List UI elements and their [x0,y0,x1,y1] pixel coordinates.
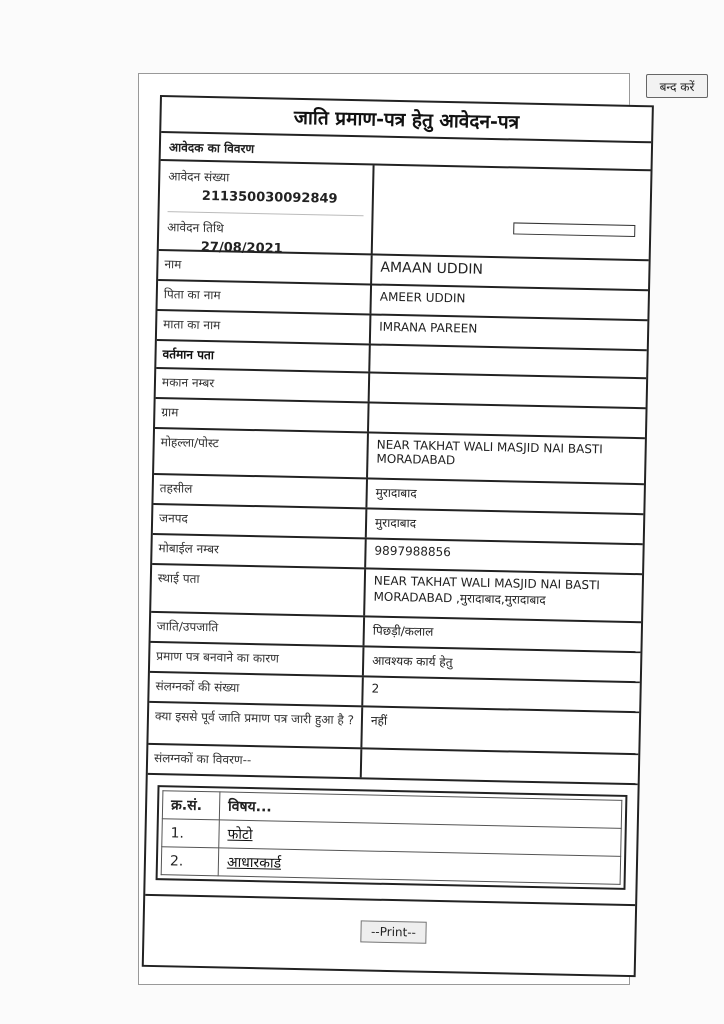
application-details [159,161,375,257]
photo-placeholder [513,222,635,237]
row-label: संलग्नकों का विवरण-- [148,745,363,777]
application-form [142,95,654,977]
close-button[interactable]: बन्द करें [646,74,708,98]
permanent-address: NEAR TAKHAT WALI MASJID NAI BASTI MORADABAD ,मुरादाबाद,मुरादाबाद [373,573,601,608]
subject-header: विषय... [219,792,621,828]
serial-header: क्र.सं. [162,791,220,820]
district: मुरादाबाद [374,515,417,531]
photo-area [373,166,651,260]
current-address-header: वर्तमान पता [156,341,370,371]
attachment-count: 2 [371,681,380,696]
father-name: AMEER UDDIN [379,289,466,306]
application-date: 27/08/2021 [200,239,283,257]
row-label: प्रमाण पत्र बनवाने का कारण [150,643,365,675]
row-value [370,345,646,377]
row-label: नाम [158,251,373,283]
application-info-block [159,161,651,261]
caste: पिछड़ी/कलाल [372,623,434,639]
attachments-table [161,790,623,885]
previous-certificate: नहीं [370,713,388,728]
mobile-number: 9897988856 [374,543,451,560]
attachment-link[interactable]: आधारकार्ड [218,848,620,884]
row-label: तहसील [153,475,368,507]
house-number [370,373,647,407]
attachment-link[interactable]: फोटो [219,820,621,856]
locality: NEAR TAKHAT WALI MASJID NAI BASTI MORADABAD [376,437,603,468]
application-number-label: आवेदन संख्या [168,169,230,185]
tehsil: मुरादाबाद [375,485,417,501]
serial-number: 1. [162,819,220,848]
row-label: स्थाई पता [151,565,366,615]
row-label: जाति/उपजाति [151,613,366,645]
row-label: माता का नाम [157,311,372,343]
application-date-label: आवेदन तिथि [167,220,224,236]
row-label: संलग्नकों की संख्या [149,673,364,705]
serial-number: 2. [161,847,219,876]
print-area [144,894,635,966]
applicant-name: AMAAN UDDIN [380,259,484,278]
application-number: 211350030092849 [201,188,338,207]
row-label: मोहल्ला/पोस्ट [154,429,369,477]
reason: आवश्यक कार्य हेतु [372,653,453,670]
row-label: जनपद [153,505,368,537]
village [369,403,646,437]
row-label: पिता का नाम [158,281,373,313]
row-label: मकान नम्बर [156,369,371,401]
mother-name: IMRANA PAREEN [379,319,478,336]
attachments-box [156,785,628,890]
print-button[interactable]: --Print-- [360,920,426,943]
row-label: क्या इससे पूर्व जाति प्रमाण पत्र जारी हुआ है ? [148,703,363,747]
form-title: जाति प्रमाण-पत्र हेतु आवेदन-पत्र [161,97,652,143]
row-label: मोबाईल नम्बर [152,535,367,567]
row-value [362,749,639,783]
row-label: ग्राम [155,399,370,431]
applicant-section-header: आवेदक का विवरण [161,133,651,171]
